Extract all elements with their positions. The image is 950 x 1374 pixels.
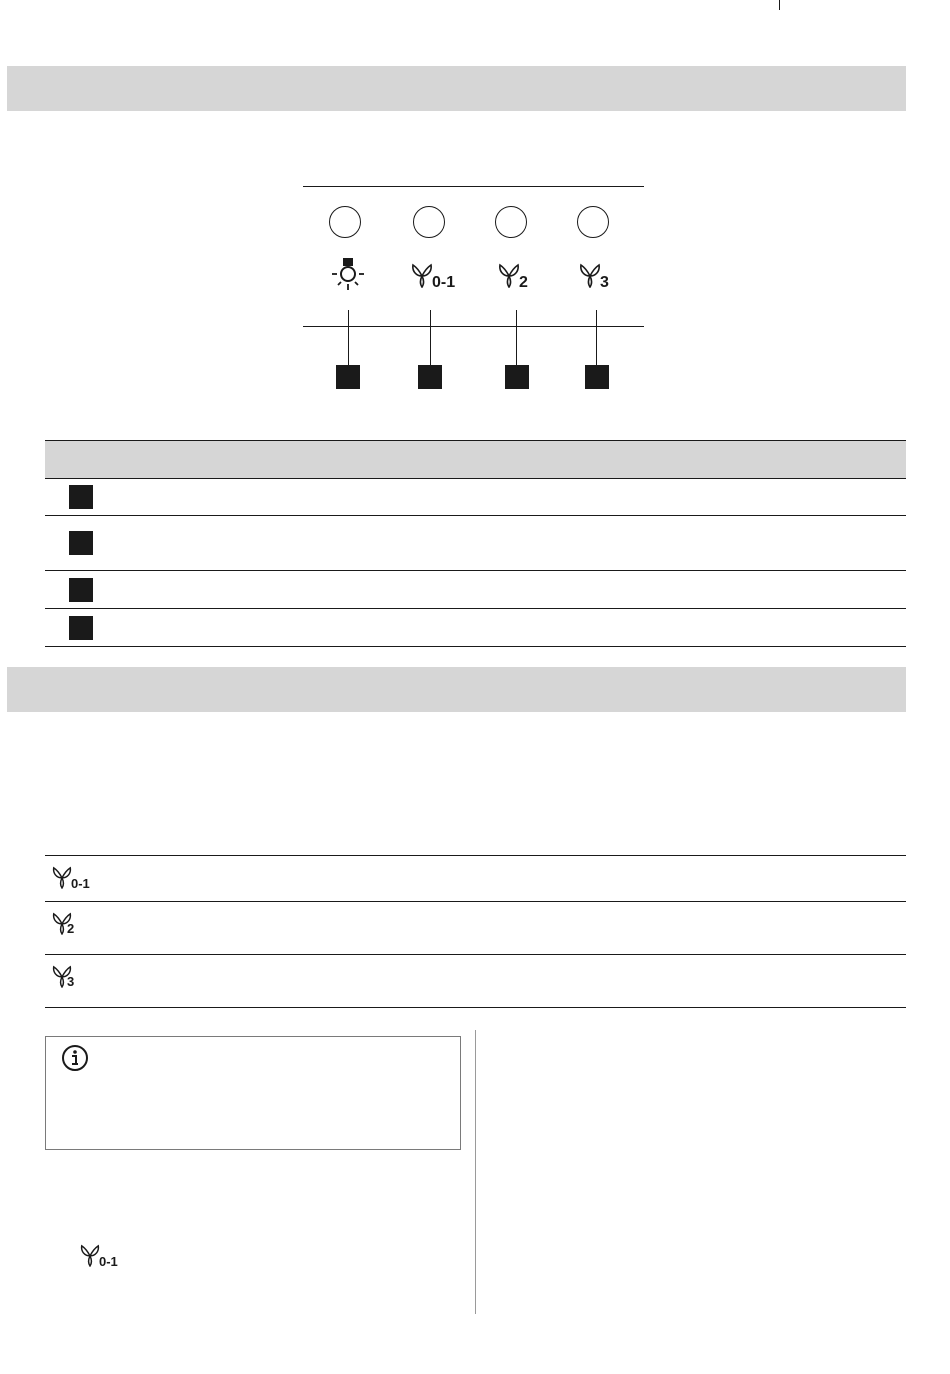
panel-top-edge (303, 186, 644, 187)
callout-marker (418, 365, 442, 389)
column-divider (475, 1030, 476, 1314)
info-note-box (45, 1036, 461, 1150)
row-marker (69, 616, 93, 640)
callout-marker (505, 365, 529, 389)
fan-speed-row (45, 955, 906, 1008)
fan-speed-label: 0-1 (99, 1254, 118, 1269)
fan-speed-label: 2 (67, 921, 75, 936)
fan-speed-table (45, 855, 906, 989)
leader-line (430, 310, 431, 366)
row-marker (69, 531, 93, 555)
fan-icon (51, 865, 73, 889)
reference-table (45, 440, 906, 647)
table-header (45, 440, 906, 478)
fan-speed-label: 3 (600, 274, 609, 291)
fan-3-button[interactable] (577, 206, 609, 238)
info-icon (60, 1043, 90, 1073)
callout-marker (585, 365, 609, 389)
fan-speed-label: 0-1 (432, 274, 456, 291)
fan-speed-row (45, 856, 906, 902)
table-row (45, 478, 906, 516)
fan-speed-row (45, 902, 906, 955)
leader-line (596, 310, 597, 366)
callout-marker (336, 365, 360, 389)
leader-line (348, 310, 349, 366)
table-row (45, 609, 906, 647)
light-icon (330, 258, 366, 292)
leader-line (516, 310, 517, 366)
fan-icon (578, 262, 602, 288)
fan-icon (497, 262, 521, 288)
crop-mark (779, 0, 780, 10)
row-marker (69, 485, 93, 509)
fan-speed-label: 3 (67, 974, 75, 989)
table-row (45, 571, 906, 609)
section-header-band (7, 66, 906, 111)
fan-icon (79, 1243, 101, 1267)
panel-bottom-edge (303, 326, 644, 327)
section-header-band (7, 667, 906, 712)
fan-speed-label: 0-1 (71, 876, 90, 891)
fan-icon (410, 262, 434, 288)
fan-speed-label: 2 (519, 274, 528, 291)
light-button[interactable] (329, 206, 361, 238)
fan-0-1-button[interactable] (413, 206, 445, 238)
row-marker (69, 578, 93, 602)
fan-2-button[interactable] (495, 206, 527, 238)
table-row (45, 516, 906, 571)
